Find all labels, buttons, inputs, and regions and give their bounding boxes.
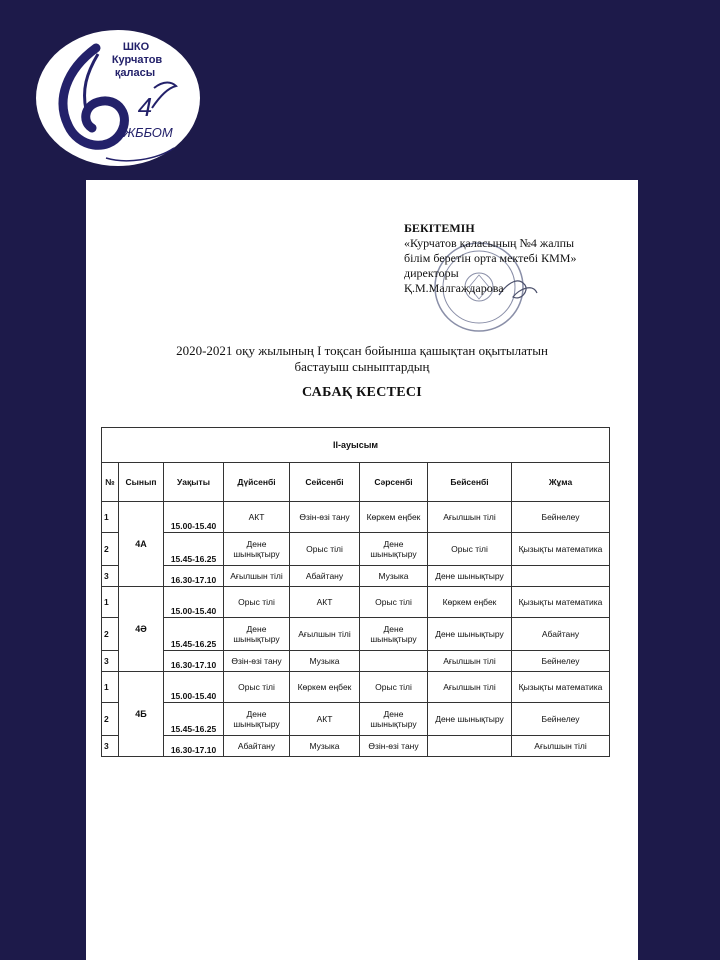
document-title: [86, 343, 638, 375]
schedule-heading: САБАҚ КЕСТЕСІ: [301, 385, 423, 400]
approval-heading: БЕКІТЕМІН: [404, 221, 475, 235]
approval-block: [404, 221, 636, 296]
table-row: 1 4Б 15.00-15.40 Орыс тілі Көркем еңбек Орыс тілі Ағылшын тілі Қызықты математика: [102, 672, 610, 703]
header-class: Сынып: [119, 463, 164, 502]
logo-number: 4: [137, 92, 153, 122]
school-logo: [36, 30, 200, 166]
logo-text-region: ШКО: [122, 41, 150, 53]
table-row: 2 15.45-16.25 Дене шынықтыру Орыс тілі Дене шынықтыру Орыс тілі Қызықты математика: [102, 533, 610, 566]
table-row: 2 15.45-16.25 Дене шынықтыру Ағылшын тілі Дене шынықтыру Дене шынықтыру Абайтану: [102, 618, 610, 651]
header-friday: Жұма: [512, 463, 610, 502]
approval-line-1: «Курчатов қаласының №4 жалпы: [404, 236, 575, 250]
header-tuesday: Сейсенбі: [290, 463, 360, 502]
approval-line-2: білім беретін орта мектебі КММ»: [404, 251, 577, 265]
approval-line-3: директоры: [404, 266, 459, 280]
table-row: 3 16.30-17.10 Өзін-өзі тану Музыка Ағылшын тілі Бейнелеу: [102, 651, 610, 672]
table-row: 3 16.30-17.10 Абайтану Музыка Өзін-өзі тану Ағылшын тілі: [102, 736, 610, 757]
logo-text-city: Курчатов: [111, 54, 163, 66]
class-cell: 4Б: [119, 672, 164, 757]
table-row: 1 4Ә 15.00-15.40 Орыс тілі АКТ Орыс тілі Көркем еңбек Қызықты математика: [102, 587, 610, 618]
document-page: [86, 180, 638, 960]
table-row: 2 15.45-16.25 Дене шынықтыру АКТ Дене шынықтыру Дене шынықтыру Бейнелеу: [102, 703, 610, 736]
table-row: 1 4А 15.00-15.40 АКТ Өзін-өзі тану Көркем еңбек Ағылшын тілі Бейнелеу: [102, 502, 610, 533]
logo-abbreviation: ЖББОМ: [123, 125, 173, 140]
class-cell: 4А: [119, 502, 164, 587]
approval-line-4: Қ.М.Малгаждарова: [404, 281, 504, 295]
class-cell: 4Ә: [119, 587, 164, 672]
schedule-table: [101, 427, 610, 757]
title-line-2: бастауыш сыныптардың: [294, 359, 430, 374]
title-line-1: 2020-2021 оқу жылының І тоқсан бойынша қашықтан оқытылатын: [176, 343, 548, 358]
table-row: 3 16.30-17.10 Ағылшын тілі Абайтану Музыка Дене шынықтыру: [102, 566, 610, 587]
header-thursday: Бейсенбі: [428, 463, 512, 502]
header-monday: Дүйсенбі: [224, 463, 290, 502]
logo-text-town: қаласы: [114, 67, 156, 79]
header-time: Уақыты: [164, 463, 224, 502]
header-num: №: [102, 463, 119, 502]
shift-header: ІІ-ауысым: [102, 428, 610, 463]
header-wednesday: Сәрсенбі: [360, 463, 428, 502]
